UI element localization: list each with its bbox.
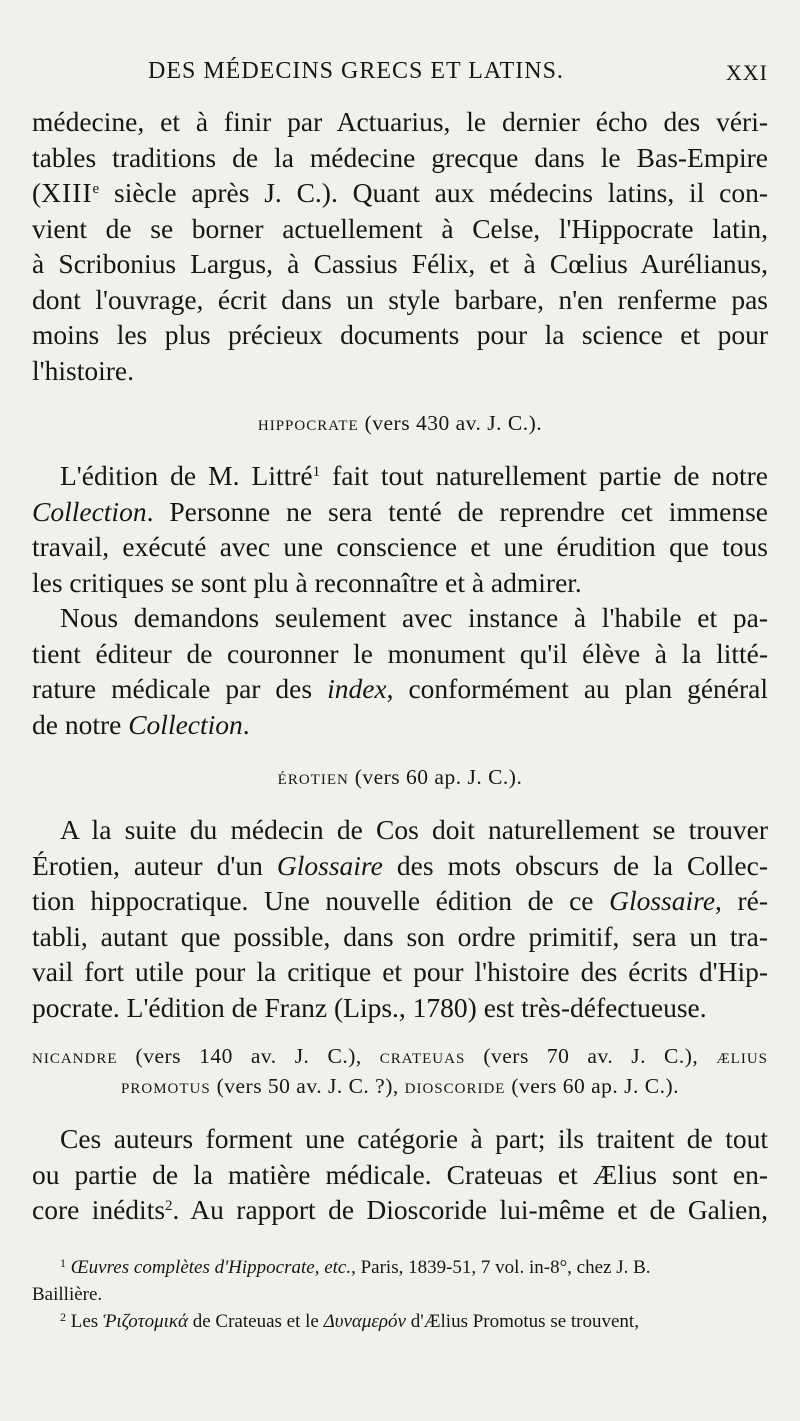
text-line: Ces auteurs forment une catégorie à part; ils traitent de tout xyxy=(60,1123,768,1154)
spacer xyxy=(32,1228,768,1254)
text-line: vient de se borner actuellement à Celse, l'Hippocrate latin, xyxy=(32,212,768,244)
text-line: dont l'ouvrage, écrit dans un style barbare, n'en renferme pas xyxy=(32,283,768,315)
text-line: vail fort utile pour la critique et pour l'histoire des écrits d'Hip- xyxy=(32,956,768,987)
footnotes xyxy=(32,1254,768,1335)
spacer xyxy=(32,438,768,458)
running-title: DES MÉDECINS GRECS ET LATINS. xyxy=(148,58,564,84)
page-body xyxy=(32,104,768,1335)
text-line: tion hippocratique. Une nouvelle édition de ce Glossaire, ré- xyxy=(32,885,768,916)
spacer xyxy=(32,792,768,812)
paragraph-index-request xyxy=(32,600,768,742)
spacer xyxy=(32,1101,768,1121)
text-line: moins les plus précieux documents pour la science et pour xyxy=(32,319,768,350)
text-line: Collection. Personne ne sera tenté de reprendre cet immense xyxy=(32,495,768,527)
text-line: Érotien, auteur d'un Glossaire des mots obscurs de la Collec- xyxy=(32,849,768,881)
text-line: Nous demandons seulement avec instance à l'habile et pa- xyxy=(60,602,768,633)
text-line: L'édition de M. Littré$^1$ fait tout naturellement partie de notre xyxy=(60,460,768,491)
text-line: ou partie de la matière médicale. Crateuas et Ælius sont en- xyxy=(32,1158,768,1190)
text-line: travail, exécuté avec une conscience et une érudition que tous xyxy=(32,531,768,562)
section-heading-hippocrate: hippocrate (vers 430 av. J. C.). xyxy=(257,411,543,435)
spacer xyxy=(32,1025,768,1041)
text-line: de notre Collection. xyxy=(32,708,250,740)
paragraph-materia-medica xyxy=(32,1121,768,1228)
page-number: XXI xyxy=(725,60,768,85)
text-line: tabli, autant que possible, dans son ordre primitif, sera un tra- xyxy=(32,920,768,952)
footnote-ref: 2 xyxy=(165,1198,173,1214)
section-heading-materia-medica xyxy=(32,1041,768,1101)
footnote-2: $^2$ Les Ῥιζοτομικά de Crateuas et le Δυναμερόν d'Ælius Promotus se trouvent, xyxy=(60,1309,639,1332)
heading-line: promotus (vers 50 av. J. C. ?), dioscoride (vers 60 ap. J. C.). xyxy=(121,1074,679,1098)
text-line: l'histoire. xyxy=(32,354,134,386)
text-line: A la suite du médecin de Cos doit naturellement se trouver xyxy=(60,814,768,845)
text-line: rature médicale par des index, conformément au plan général xyxy=(32,673,768,704)
heading-line: nicandre (vers 140 av. J. C.), crateuas (vers 70 av. J. C.), ælius xyxy=(32,1044,768,1068)
text-line: médecine, et à finir par Actuarius, le dernier écho des véri- xyxy=(32,106,768,137)
paragraph-littre xyxy=(32,458,768,600)
text-line: à Scribonius Largus, à Cassius Félix, et à Cœlius Aurélianus, xyxy=(32,248,768,279)
text-line: (XIIIe siècle après J. C.). Quant aux médecins latins, il con- xyxy=(32,177,768,208)
spacer xyxy=(32,742,768,762)
text-line: tables traditions de la médecine grecque dans le Bas-Empire xyxy=(32,141,768,173)
text-line: les critiques se sont plu à reconnaître et à admirer. xyxy=(32,566,582,598)
page-header xyxy=(32,58,768,90)
text-line: pocrate. L'édition de Franz (Lips., 1780) est très-défectueuse. xyxy=(32,991,707,1023)
spacer xyxy=(32,388,768,408)
footnote-ref: 1 xyxy=(312,464,321,480)
paragraph-erotien xyxy=(32,812,768,1025)
footnote-1: $^1$ Œuvres complètes d'Hippocrate, etc., Paris, 1839-51, 7 vol. in-8°, chez J. B. xyxy=(60,1255,651,1278)
paragraph-intro-end xyxy=(32,104,768,388)
section-heading-erotien: érotien (vers 60 ap. J. C.). xyxy=(277,765,523,789)
text-line: tient éditeur de couronner le monument qu'il élève à la litté- xyxy=(32,637,768,669)
text-line: core inédits$^2$. Au rapport de Dioscoride lui-même et de Galien, xyxy=(32,1194,769,1225)
footnote-1-continued: Baillière. xyxy=(32,1283,103,1305)
